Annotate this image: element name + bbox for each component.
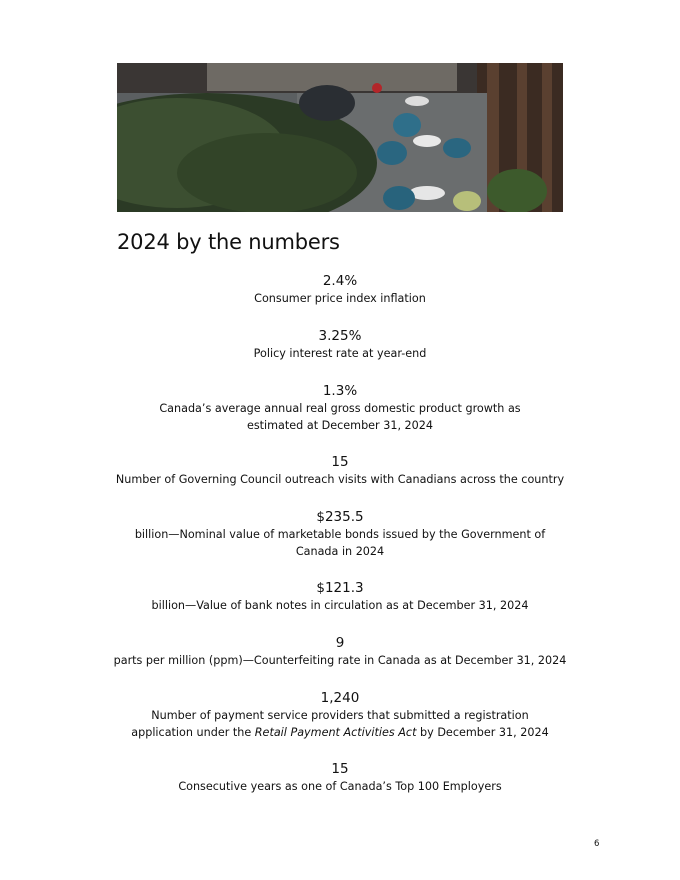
stat-policy-rate	[112, 327, 568, 362]
stat-description: Consecutive years as one of Canada’s Top 100 Employers	[178, 780, 502, 793]
stat-value: 15	[331, 454, 349, 470]
desc-text: by December 31, 2024	[416, 726, 549, 739]
stat-value: $121.3	[316, 580, 364, 596]
stat-value: 2.4%	[322, 273, 358, 289]
stat-value: 3.25%	[318, 328, 362, 344]
stat-value: 9	[335, 635, 345, 651]
stat-description: Number of Governing Council outreach visits with Canadians across the country	[115, 473, 565, 486]
stat-payment-providers	[112, 689, 568, 741]
page-title: 2024 by the numbers	[117, 230, 340, 254]
stat-description: Canada’s average annual real gross domestic product growth as estimated at December 31, 2024	[159, 402, 521, 432]
stat-description: billion—Value of bank notes in circulation as at December 31, 2024	[151, 599, 529, 612]
stat-value: 15	[331, 761, 349, 777]
atrium-photo	[117, 63, 563, 212]
stat-counterfeiting-rate	[112, 634, 568, 669]
desc-text: Number of payment service providers that submitted a registration application under the	[131, 709, 529, 739]
stat-value: $235.5	[316, 509, 364, 525]
act-title: Retail Payment Activities Act	[254, 726, 417, 739]
stat-description: Policy interest rate at year-end	[253, 347, 427, 360]
stat-description: Consumer price index inflation	[254, 292, 426, 305]
stat-cpi-inflation	[112, 272, 568, 307]
stat-gdp-growth	[112, 382, 568, 434]
stat-value: 1,240	[320, 690, 360, 706]
stat-bank-notes	[112, 579, 568, 614]
page-number: 6	[594, 839, 600, 849]
stat-description: billion—Nominal value of marketable bonds issued by the Government of Canada in 2024	[134, 528, 546, 558]
stat-description: parts per million (ppm)—Counterfeiting rate in Canada as at December 31, 2024	[113, 654, 567, 667]
stat-value: 1.3%	[322, 383, 358, 399]
stat-bonds-issued	[112, 508, 568, 560]
stat-description	[112, 707, 568, 741]
stat-outreach-visits	[112, 453, 568, 488]
stat-top-employer	[112, 760, 568, 795]
